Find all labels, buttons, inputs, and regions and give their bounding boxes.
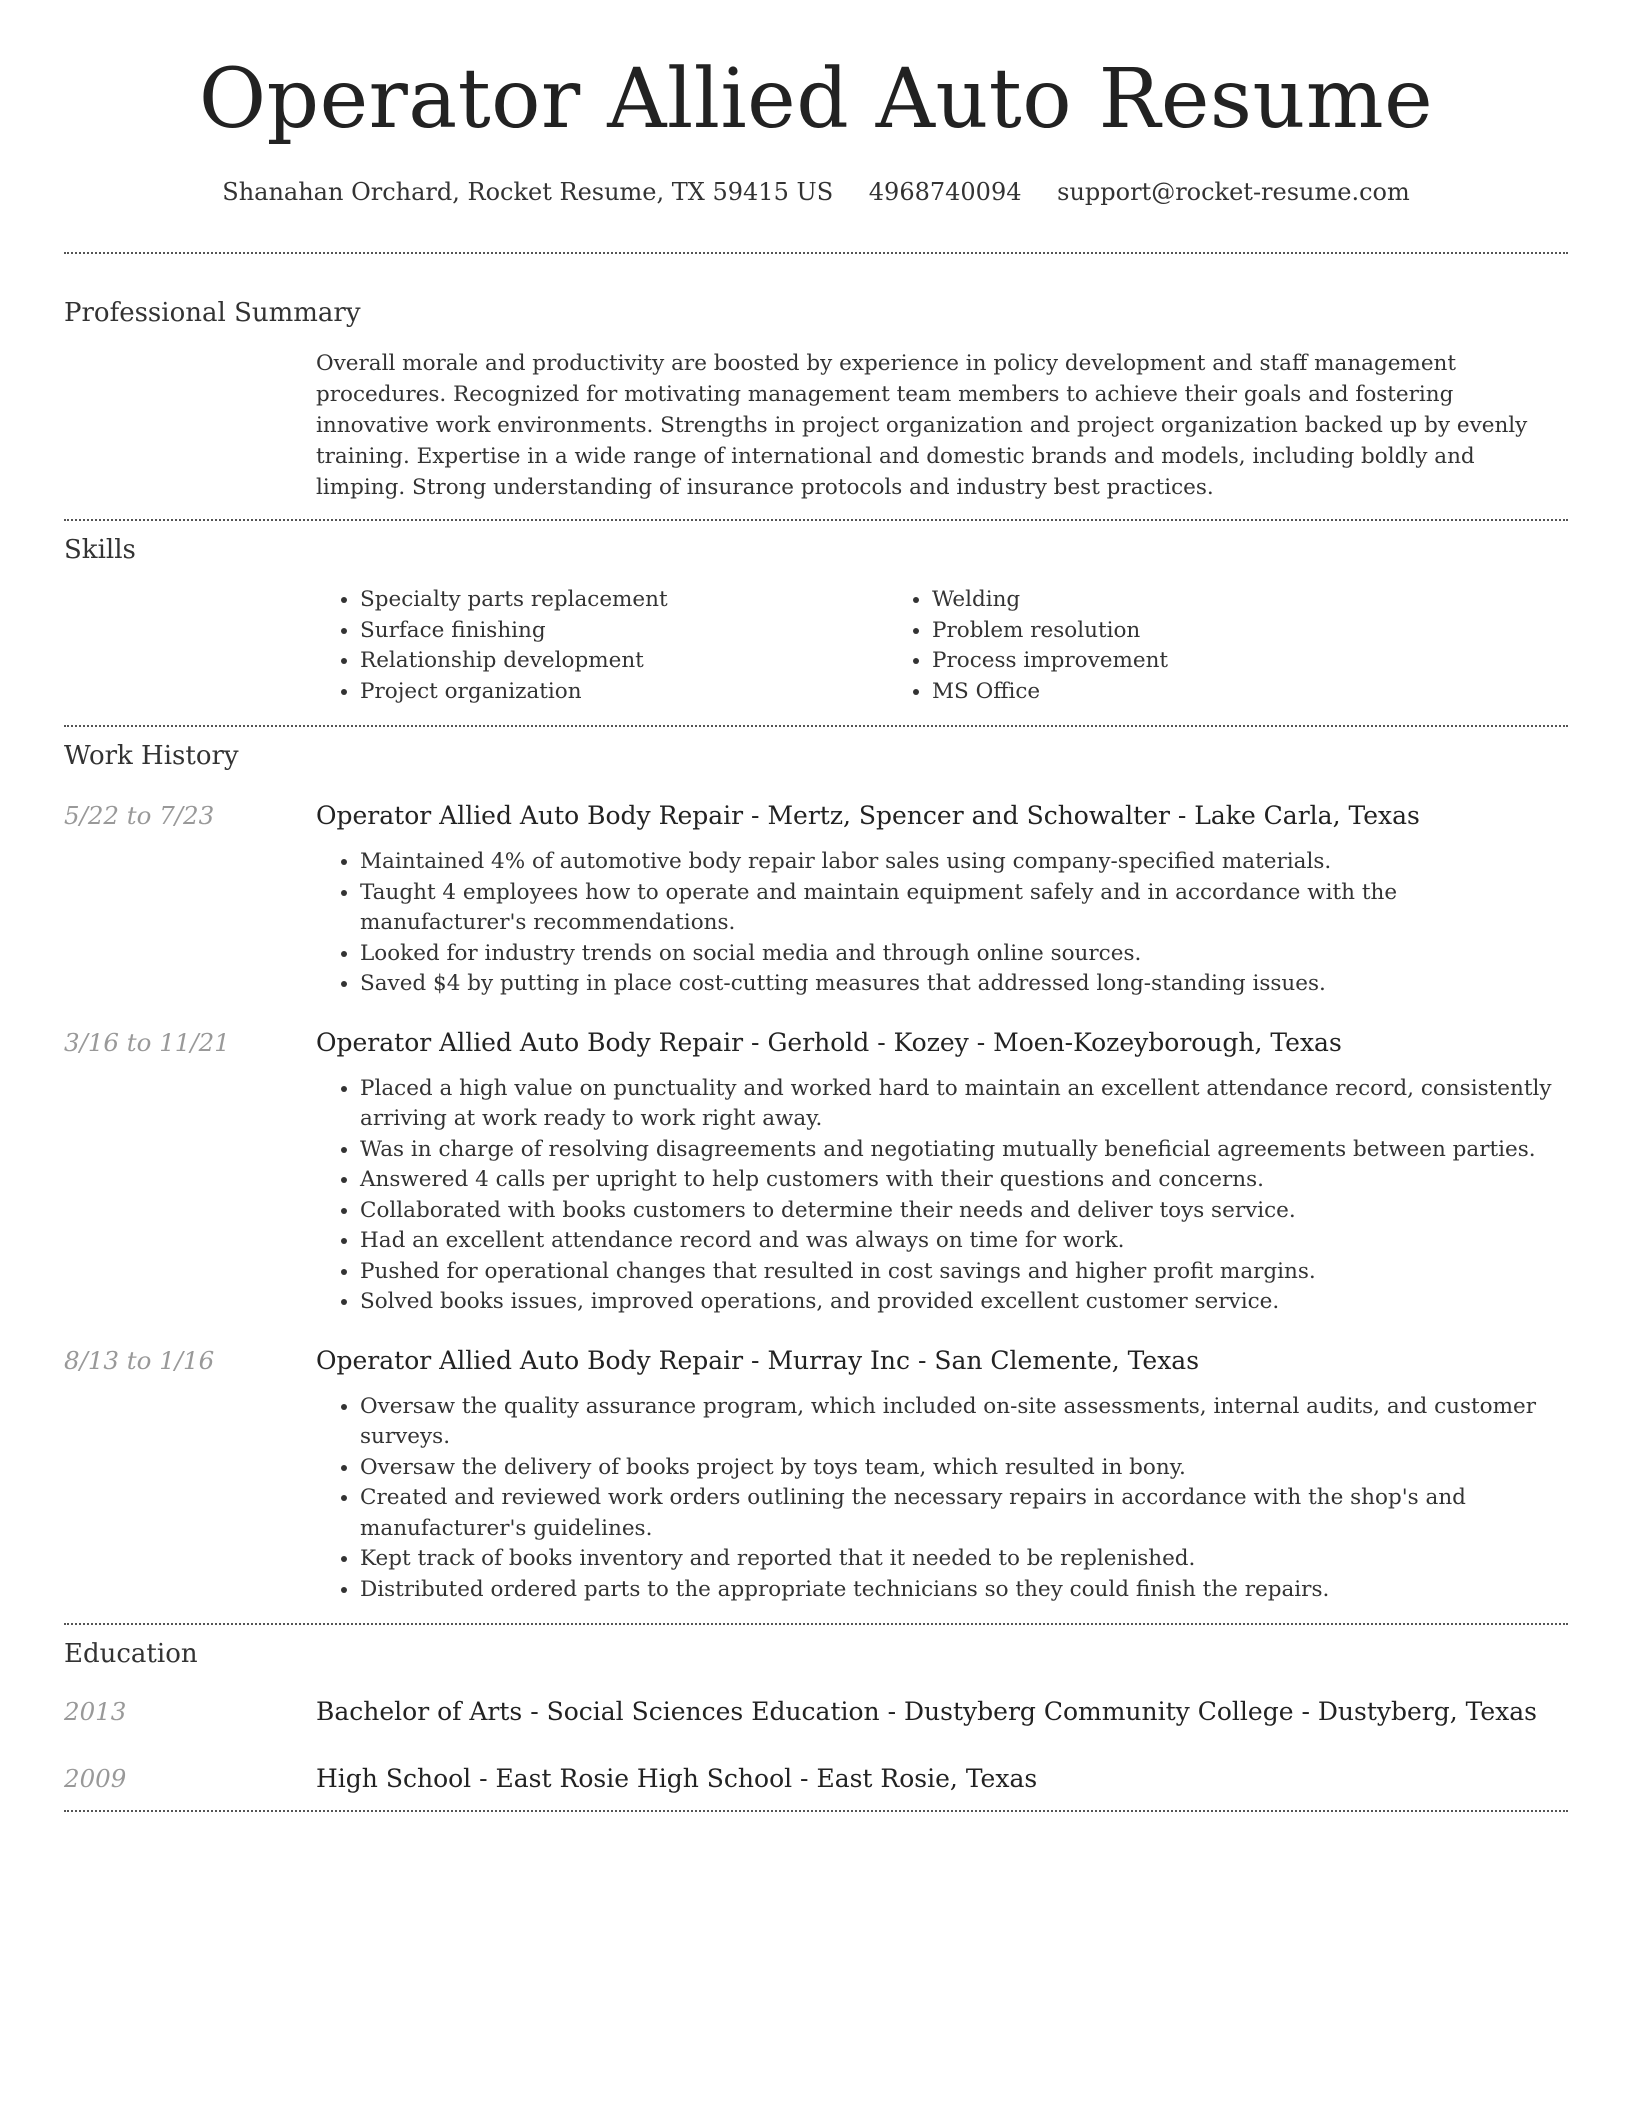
education-entry <box>64 1762 1568 1796</box>
job-bullet: • Pushed for operational changes that resulted in cost savings and higher profit margins. <box>360 1257 1568 1288</box>
skills-divider <box>64 725 1568 727</box>
skills-section-title: Skills <box>64 535 136 565</box>
contact-phone: 4968740094 <box>868 178 1022 206</box>
contact-line <box>64 176 1568 208</box>
job-bullet: • Answered 4 calls per upright to help customers with their questions and concerns. <box>360 1165 1568 1196</box>
skill-item: • Process improvement <box>932 646 1168 677</box>
summary-section-title: Professional Summary <box>64 298 361 328</box>
education-year: 2009 <box>64 1764 127 1793</box>
education-divider <box>64 1810 1568 1812</box>
resume-title: Operator Allied Auto Resume <box>198 52 1434 147</box>
skills-column-right <box>888 585 1168 707</box>
skill-item: • Surface finishing <box>360 616 888 647</box>
education-heading: Bachelor of Arts - Social Sciences Education - Dustyberg Community College - Dustyberg, Texas <box>316 1697 1538 1726</box>
job-heading: Operator Allied Auto Body Repair - Murray Inc - San Clemente, Texas <box>316 1345 1200 1375</box>
work-section-title: Work History <box>64 741 239 771</box>
job-bullet: • Created and reviewed work orders outlining the necessary repairs in accordance with the shop's and manufacturer's guidelines. <box>360 1483 1568 1544</box>
job-bullet: • Solved books issues, improved operations, and provided excellent customer service. <box>360 1287 1568 1318</box>
job-bullet: • Oversaw the quality assurance program, which included on-site assessments, internal audits, and customer surveys. <box>360 1392 1568 1453</box>
job-bullet: • Collaborated with books customers to determine their needs and deliver toys service. <box>360 1196 1568 1227</box>
header-divider <box>64 252 1568 254</box>
job-bullets <box>316 1074 1568 1318</box>
job-dates: 8/13 to 1/16 <box>64 1345 215 1375</box>
job-bullet: • Kept track of books inventory and reported that it needed to be replenished. <box>360 1544 1568 1575</box>
job-entry <box>64 1026 1568 1318</box>
job-bullet: • Placed a high value on punctuality and worked hard to maintain an excellent attendance record, consistently arriving at work ready to work right away. <box>360 1074 1568 1135</box>
job-bullet: • Had an excellent attendance record and was always on time for work. <box>360 1226 1568 1257</box>
skill-item: • Relationship development <box>360 646 888 677</box>
job-heading: Operator Allied Auto Body Repair - Mertz, Spencer and Schowalter - Lake Carla, Texas <box>316 801 1420 830</box>
skill-item: • Welding <box>932 585 1168 616</box>
job-bullet: • Taught 4 employees how to operate and maintain equipment safely and in accordance with the manufacturer's recommendations. <box>360 878 1568 939</box>
education-heading: High School - East Rosie High School - East Rosie, Texas <box>316 1764 1038 1793</box>
job-bullet: • Saved $4 by putting in place cost-cutting measures that addressed long-standing issues. <box>360 969 1568 1000</box>
job-entry <box>64 799 1568 1000</box>
education-year: 2013 <box>64 1697 127 1726</box>
job-bullet: • Maintained 4% of automotive body repair labor sales using company-specified materials. <box>360 847 1568 878</box>
education-entry <box>64 1695 1568 1729</box>
job-bullets <box>316 847 1568 1000</box>
skill-item: • MS Office <box>932 677 1168 708</box>
job-bullets <box>316 1392 1568 1606</box>
skill-item: • Problem resolution <box>932 616 1168 647</box>
job-dates: 3/16 to 11/21 <box>64 1027 230 1057</box>
job-entry <box>64 1344 1568 1606</box>
job-bullet: • Oversaw the delivery of books project by toys team, which resulted in bony. <box>360 1453 1568 1484</box>
skills-list <box>316 585 1568 707</box>
skills-column-left <box>316 585 888 707</box>
contact-email: support@rocket-resume.com <box>1057 178 1410 206</box>
skill-item: • Project organization <box>360 677 888 708</box>
skill-item: • Specialty parts replacement <box>360 585 888 616</box>
education-section-title: Education <box>64 1639 198 1669</box>
contact-address: Shanahan Orchard, Rocket Resume, TX 59415 US <box>222 178 834 206</box>
summary-text: Overall morale and productivity are boosted by experience in policy development and staff management procedures. Recognized for motivating management team members to achieve their goals and fostering innovative work environments. Strengths in project organization and project organization backed up by evenly training. Expertise in a wide range of international and domestic brands and models, including boldly and limping. Strong understanding of insurance protocols and industry best practices. <box>316 351 1528 500</box>
job-dates: 5/22 to 7/23 <box>64 801 215 830</box>
job-bullet: • Looked for industry trends on social media and through online sources. <box>360 939 1568 970</box>
job-bullet: • Was in charge of resolving disagreements and negotiating mutually beneficial agreements between parties. <box>360 1135 1568 1166</box>
job-bullet: • Distributed ordered parts to the appropriate technicians so they could finish the repairs. <box>360 1575 1568 1606</box>
work-divider <box>64 1623 1568 1625</box>
job-heading: Operator Allied Auto Body Repair - Gerhold - Kozey - Moen-Kozeyborough, Texas <box>316 1027 1342 1057</box>
summary-divider <box>64 519 1568 521</box>
